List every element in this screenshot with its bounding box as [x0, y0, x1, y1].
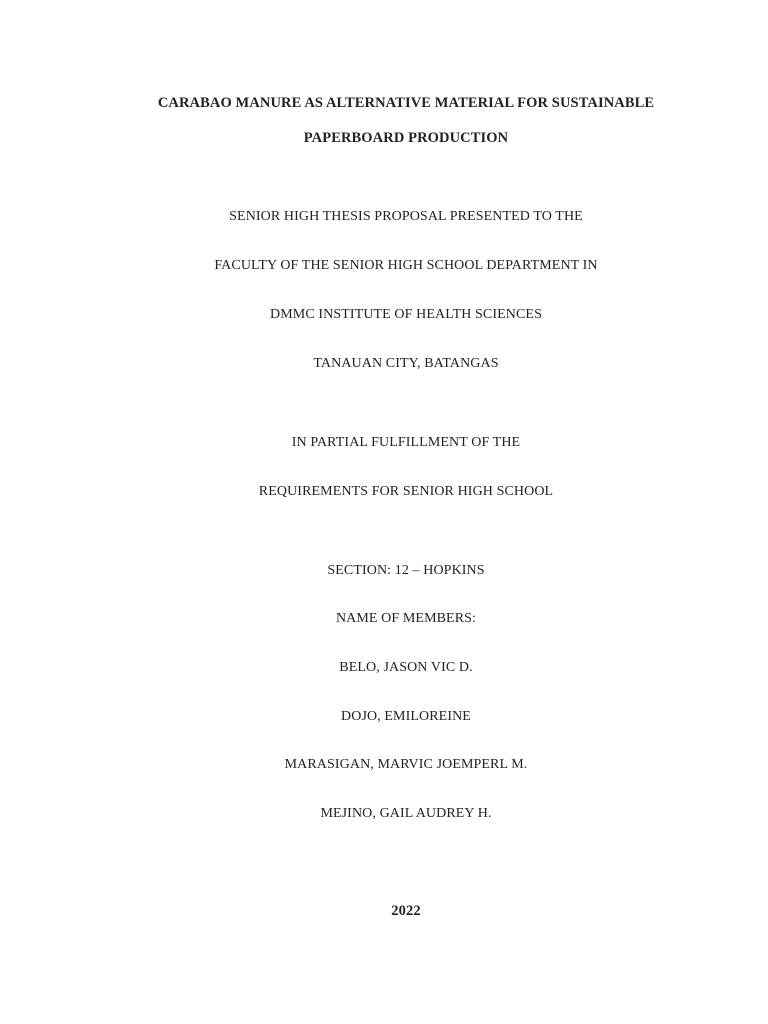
member-name: DOJO, EMILOREINE [341, 709, 471, 724]
title-line-1: CARABAO MANURE AS ALTERNATIVE MATERIAL FOR SUSTAINABLE [157, 95, 655, 111]
fulfillment-line-1: IN PARTIAL FULFILLMENT OF THE [291, 435, 521, 450]
section-label: SECTION: 12 – HOPKINS [327, 563, 485, 578]
member-name: MEJINO, GAIL AUDREY H. [320, 806, 492, 821]
member-name: MARASIGAN, MARVIC JOEMPERL M. [284, 757, 528, 772]
year: 2022 [391, 903, 421, 919]
members-heading: NAME OF MEMBERS: [335, 611, 477, 626]
member-name: BELO, JASON VIC D. [339, 660, 473, 675]
institution-location: TANAUAN CITY, BATANGAS [313, 356, 499, 371]
proposal-line-2: FACULTY OF THE SENIOR HIGH SCHOOL DEPARTMENT IN [214, 258, 598, 273]
title-line-2: PAPERBOARD PRODUCTION [303, 130, 509, 146]
proposal-line-1: SENIOR HIGH THESIS PROPOSAL PRESENTED TO THE [229, 209, 583, 224]
institution-name: DMMC INSTITUTE OF HEALTH SCIENCES [270, 307, 542, 322]
fulfillment-line-2: REQUIREMENTS FOR SENIOR HIGH SCHOOL [258, 484, 554, 499]
